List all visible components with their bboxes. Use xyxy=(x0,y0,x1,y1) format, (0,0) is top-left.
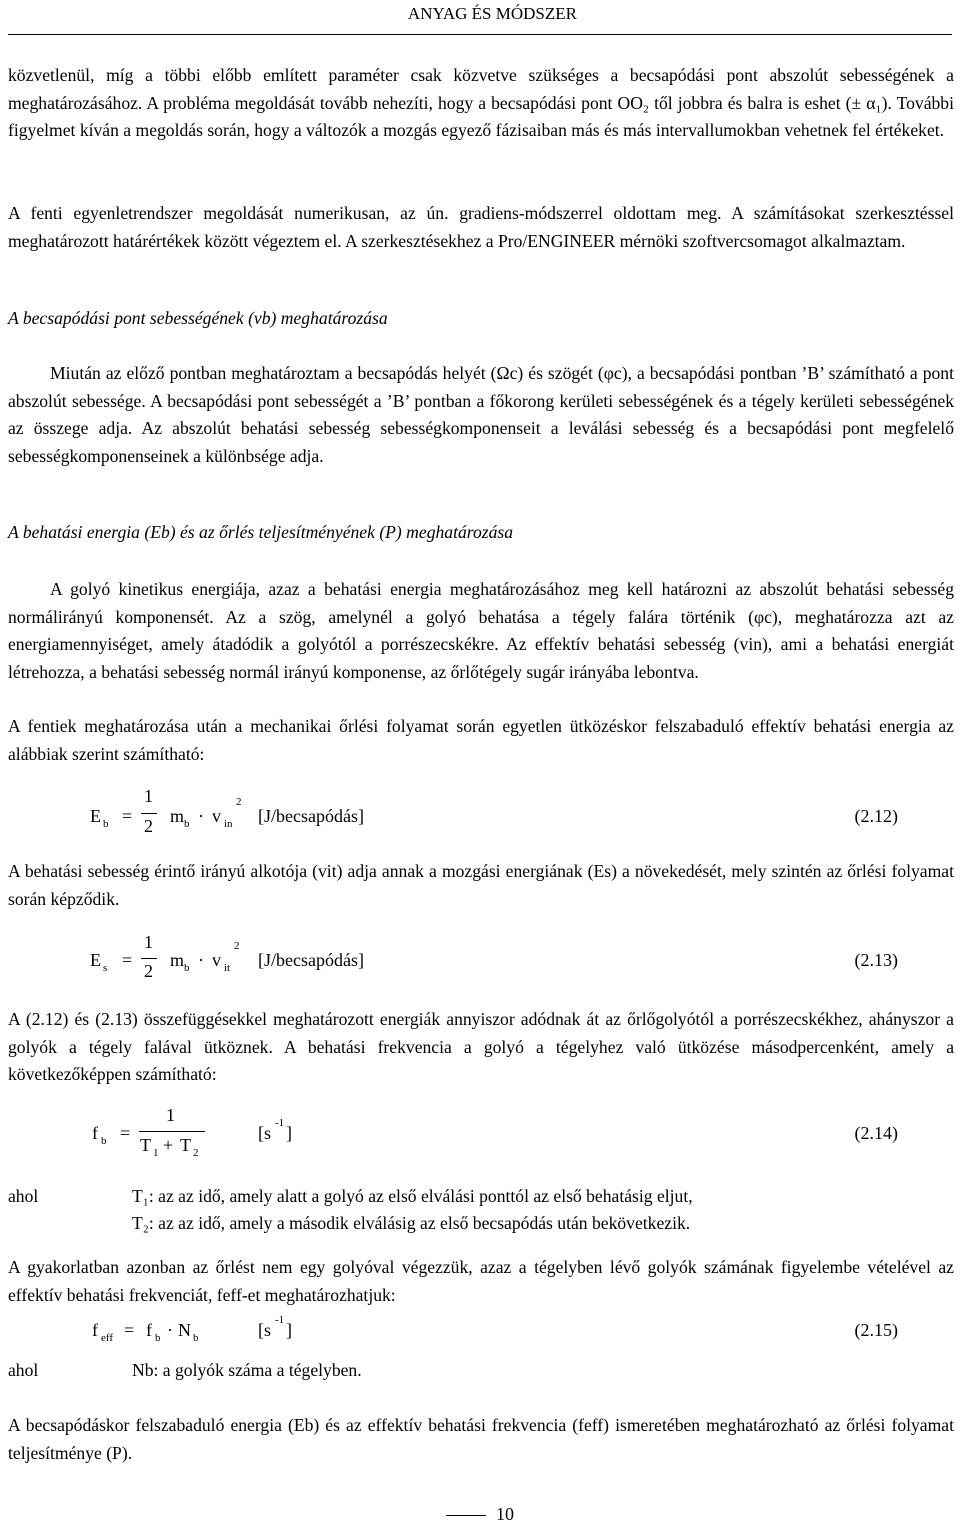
eq-m-sub: b xyxy=(184,962,190,974)
definition-nb: Nb: a golyók száma a tégelyben. xyxy=(132,1360,362,1380)
eq-frac-line xyxy=(141,813,157,814)
header-title: ANYAG ÉS MÓDSZER xyxy=(407,4,577,23)
header-rule xyxy=(8,34,952,35)
eq-number: (2.14) xyxy=(854,1123,898,1143)
eq-m-sub: b xyxy=(184,818,190,830)
eq-v-sub: it xyxy=(224,962,231,974)
eq-frac-den: 2 xyxy=(144,816,153,836)
eq-n-sub: b xyxy=(193,1332,199,1344)
eq-unit: [s xyxy=(258,1320,271,1340)
eq-exp: 2 xyxy=(234,940,240,952)
equation-2-14 xyxy=(0,1105,960,1165)
page-header xyxy=(8,0,952,40)
definition-t1: T₁: az az idő, amely alatt a golyó az első elválási ponttól az első behatásig eljut, xyxy=(132,1186,693,1206)
paragraph-1: közvetlenül, míg a többi előbb említett paraméter csak közvetve szükséges a becsapódási pont abszolút sebességének a meghatározásához. A probléma megoldását tovább nehezíti, hogy a becsapódási pont OO₂ től jobbra és balra is eshet (± α₁). További figyelmet kíván a megoldás során, hogy a változók a mozgás egyező fázisaiban más és más intervallumokban vehetnek fel értékeket. xyxy=(8,65,954,140)
paragraph-8: A gyakorlatban azonban az őrlést nem egy golyóval végezzük, azaz a tégelyben lévő golyók számának figyelembe vételével az effektív behatási frekvenciát, feff-et meghatározhatjuk: xyxy=(8,1257,954,1305)
eq-unit-exp: -1 xyxy=(275,1117,285,1129)
footer-dash xyxy=(446,1515,486,1516)
eq-den-plus: + xyxy=(163,1135,174,1155)
eq-number: (2.13) xyxy=(854,950,898,970)
eq-equals: = xyxy=(122,806,133,826)
paragraph-2: A fenti egyenletrendszer megoldását numerikusan, az ún. gradiens-módszerrel oldottam meg. A számításokat szerkesztéssel meghatározott határértékek között végeztem el. A szerkesztésekhez a Pro/ENGINEER mérnöki szoftvercsomagot alkalmaztam. xyxy=(8,203,954,251)
eq-lhs: f xyxy=(92,1123,98,1143)
ahol-label: ahol xyxy=(8,1360,39,1380)
eq-m: m xyxy=(170,806,185,826)
eq-lhs: f xyxy=(92,1320,98,1340)
eq-unit: [J/becsapódás] xyxy=(258,806,364,826)
eq-dot: · xyxy=(198,806,204,826)
eq-n: N xyxy=(178,1320,191,1340)
definition-t2: T₂: az az idő, amely a második elválásig az első becsapódás után bekövetkezik. xyxy=(132,1213,691,1233)
paragraph-3: Miután az előző pontban meghatároztam a becsapódás helyét (Ωc) és szögét (φc), a becsapódási pontban ’B’ számítható a pont abszolút sebessége. A becsapódási pont sebességét a ’B’ pontban a főkorong kerületi sebességének és a tégely kerületi sebességének az összege adja. Az abszolút behatási sebesség sebességkomponenseit a leválási sebesség és a becsapódási pont megfelelő sebességkomponenseinek a különbsége adja. xyxy=(8,363,954,466)
eq-frac-line xyxy=(141,958,157,959)
equation-2-12 xyxy=(0,786,960,846)
eq-exp: 2 xyxy=(236,796,242,808)
eq-lhs: E xyxy=(90,806,101,826)
equation-2-13 xyxy=(0,932,960,992)
eq-number: (2.12) xyxy=(854,806,898,826)
eq-lhs-sub: b xyxy=(101,1135,107,1147)
eq-v: v xyxy=(212,950,221,970)
eq-unit-exp: -1 xyxy=(275,1314,285,1326)
eq-lhs-sub: eff xyxy=(101,1332,114,1344)
eq-m: m xyxy=(170,950,185,970)
eq-equals: = xyxy=(124,1320,135,1340)
eq-lhs-sub: s xyxy=(103,962,108,974)
eq-den-a: T xyxy=(140,1135,151,1155)
eq-frac-line xyxy=(139,1131,205,1132)
eq-den-b: T xyxy=(180,1135,191,1155)
eq-f-sub: b xyxy=(155,1332,161,1344)
paragraph-9: A becsapódáskor felszabaduló energia (Eb) és az effektív behatási frekvencia (feff) ismeretében meghatározható az őrlési folyamat teljesítménye (P). xyxy=(8,1415,954,1463)
eq-frac-num: 1 xyxy=(144,786,153,806)
section-heading-vb: A becsapódási pont sebességének (vb) meghatározása xyxy=(8,308,388,328)
eq-equals: = xyxy=(122,950,133,970)
ahol-label: ahol xyxy=(8,1186,39,1206)
eq-den-b-sub: 2 xyxy=(193,1147,199,1159)
page-footer xyxy=(0,1504,960,1525)
definition-block-t xyxy=(8,1186,954,1246)
eq-lhs-sub: b xyxy=(103,818,109,830)
definition-block-nb xyxy=(8,1360,954,1390)
paragraph-6: A behatási sebesség érintő irányú alkotója (vit) adja annak a mozgási energiának (Es) a növekedését, mely szintén az őrlési folyamat során képződik. xyxy=(8,861,954,909)
paragraph-4: A golyó kinetikus energiája, azaz a behatási energia meghatározásához meg kell határozni az abszolút behatási sebesség normálirányú komponensét. Az a szög, amelynél a golyó behatása a tégely falára történik (φc), meghatározza azt az energiamennyiséget, amely átadódik a golyótól a porrészecskékre. Az effektív behatási sebesség (vin), ami a behatási energiát létrehozza, a behatási sebesség normál irányú komponense, az őrlőtégely sugár irányába lebontva. xyxy=(8,579,954,682)
eq-f: f xyxy=(146,1320,152,1340)
eq-dot: · xyxy=(167,1320,173,1340)
eq-v: v xyxy=(212,806,221,826)
eq-den-a-sub: 1 xyxy=(153,1147,159,1159)
eq-frac-num: 1 xyxy=(166,1105,175,1125)
section-heading-eb: A behatási energia (Eb) és az őrlés teljesítményének (P) meghatározása xyxy=(8,522,514,542)
paragraph-7: A (2.12) és (2.13) összefüggésekkel meghatározott energiák annyiszor adódnak át az őrlőgolyótól a porrészecskékhez, ahányszor a golyók a tégely falával ütköznek. A behatási frekvencia a golyó a tégelyhez való ütközése másodpercenként, amely a következőképpen számítható: xyxy=(8,1009,954,1084)
eq-lhs: E xyxy=(90,950,101,970)
page-number: 10 xyxy=(496,1504,514,1524)
eq-unit-close: ] xyxy=(286,1320,292,1340)
eq-unit: [J/becsapódás] xyxy=(258,950,364,970)
eq-v-sub: in xyxy=(224,818,233,830)
eq-dot: · xyxy=(198,950,204,970)
eq-unit-close: ] xyxy=(286,1123,292,1143)
eq-frac-den: 2 xyxy=(144,961,153,981)
eq-number: (2.15) xyxy=(854,1320,898,1340)
eq-frac-num: 1 xyxy=(144,932,153,952)
eq-equals: = xyxy=(120,1123,131,1143)
eq-unit: [s xyxy=(258,1123,271,1143)
paragraph-5: A fentiek meghatározása után a mechanikai őrlési folyamat során egyetlen ütközéskor felszabaduló effektív behatási energia az alábbiak szerint számítható: xyxy=(8,716,954,764)
